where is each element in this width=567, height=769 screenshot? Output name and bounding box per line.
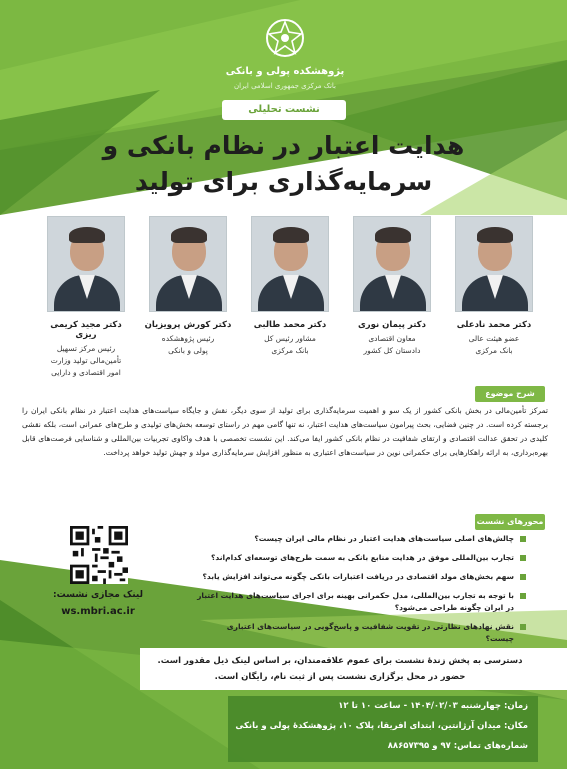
title-line-1: هدایت اعتبار در نظام بانکی و (102, 131, 465, 160)
speakers-row (30, 216, 540, 386)
axes-list (196, 533, 526, 652)
speaker-role: مشاور رئیس کل بانک مرکزی (264, 334, 316, 355)
description-label: شرح موضوع (475, 386, 545, 402)
speaker-role: رئیس مرکز تسهیل تأمین‌مالی تولید وزارت امور اقتصادی و دارایی (50, 344, 122, 377)
list-item: تجارب بین‌المللی موفق در هدایت منابع بانکی به سمت طرح‌های توسعه‌ای کدام‌اند؟ (196, 552, 526, 564)
speaker-card (40, 216, 132, 379)
speaker-name: دکتر محمد طالبی (253, 320, 327, 330)
title-line-2: سرمایه‌گذاری برای تولید (134, 167, 433, 196)
description-text: تمرکز تأمین‌مالی در بخش بانکی کشور از یک سو و اهمیت سرمایه‌گذاری برای تولید از سوی دیگر، نقش و جایگاه سیاست‌های هدایت اعتبار در نظام بانکی ایران را برجسته کرده است. در چنین فضایی، بحث پیرامون سیاست‌های هدایت اعتبار، نه تنها گامی مهم در راستای توسعه بخش‌های تولیدی و طرح‌های عمرانی است، بلکه نقشی کلیدی در تحقق عدالت اقتصادی و ارتقای شفافیت در نظام بانکی کشور ایفا می‌کند. این نشست تخصصی با هدف واکاوی تجربیات بین‌المللی و شناسایی فرصت‌های قابل بهره‌برداری، به ارائه راهکارهایی برای حکمرانی نوین در سیاست‌های اعتباری به منظور افزایش سرمایه‌گذاری مولد و جهش تولید خواهد پرداخت. (22, 406, 548, 457)
speaker-card (142, 216, 234, 357)
institute-name: پژوهشکده پولی و بانکی (225, 66, 345, 77)
speaker-role: معاون اقتصادی دادستان کل کشور (363, 334, 421, 355)
bullet-icon (520, 593, 526, 599)
speaker-name: دکتر پیمان نوری (358, 320, 426, 330)
bullet-icon (520, 555, 526, 561)
institute-logo (240, 18, 330, 62)
axes-label: محورهای نشست (475, 514, 545, 530)
speaker-photo (353, 216, 431, 312)
speaker-role: عضو هیئت عالی بانک مرکزی (468, 334, 520, 355)
qr-code-icon[interactable] (70, 526, 128, 584)
event-info-box (228, 696, 538, 762)
event-time: زمان: چهارشنبه ۱۴۰۴/۰۲/۰۳ - ساعت ۱۰ تا ۱۲ (338, 701, 528, 711)
virtual-link-label: لینک مجازی نشست: (53, 590, 143, 600)
session-type-badge: نشست تحلیلی (222, 100, 346, 120)
event-place: مکان: میدان آرژانتین، ابتدای افریقا، پلاک ۱۰، پژوهشکدهٔ پولی و بانکی (235, 721, 528, 731)
speaker-photo (455, 216, 533, 312)
speaker-card (448, 216, 540, 357)
event-phone: شماره‌های تماس: ۹۷ و ۸۸۶۵۷۳۹۵ (387, 741, 528, 751)
speaker-photo (47, 216, 125, 312)
virtual-link-url[interactable]: ws.mbri.ac.ir (61, 606, 135, 617)
list-item: سهم بخش‌های مولد اقتصادی در دریافت اعتبارات بانکی چگونه می‌تواند افزایش یابد؟ (196, 571, 526, 583)
list-item: چالش‌های اصلی سیاست‌های هدایت اعتبار در نظام مالی ایران چیست؟ (196, 533, 526, 545)
bullet-icon (520, 574, 526, 580)
speaker-name: دکتر مجید کریمی ریزی (50, 320, 122, 340)
speaker-name: دکتر کورش پرویزیان (144, 320, 232, 330)
access-note-1: دسترسی به پخش زندهٔ نشست برای عموم علاقه‌مندان، بر اساس لینک ذیل مقدور است. (157, 656, 523, 666)
bullet-icon (520, 536, 526, 542)
bullet-icon (520, 624, 526, 630)
list-item: با توجه به تجارب بین‌المللی، مدل حکمرانی بهینه برای اجرای سیاست‌های هدایت اعتبار در ایران چگونه طراحی می‌شود؟ (196, 590, 526, 614)
speaker-card (346, 216, 438, 357)
access-note-2: حضور در محل برگزاری نشست پس از ثبت نام، رایگان است. (214, 672, 466, 682)
institute-subtitle: بانک مرکزی جمهوری اسلامی ایران (234, 82, 336, 90)
speaker-card (244, 216, 336, 357)
speaker-photo (251, 216, 329, 312)
list-item: نقش نهادهای نظارتی در تقویت شفافیت و پاسخ‌گویی در سیاست‌های اعتباری چیست؟ (196, 621, 526, 645)
speaker-role: رئیس پژوهشکده پولی و بانکی (161, 334, 215, 355)
logo-icon (265, 18, 305, 58)
speaker-name: دکتر محمد نادعلی (456, 320, 532, 330)
event-title (60, 128, 507, 200)
speaker-photo (149, 216, 227, 312)
